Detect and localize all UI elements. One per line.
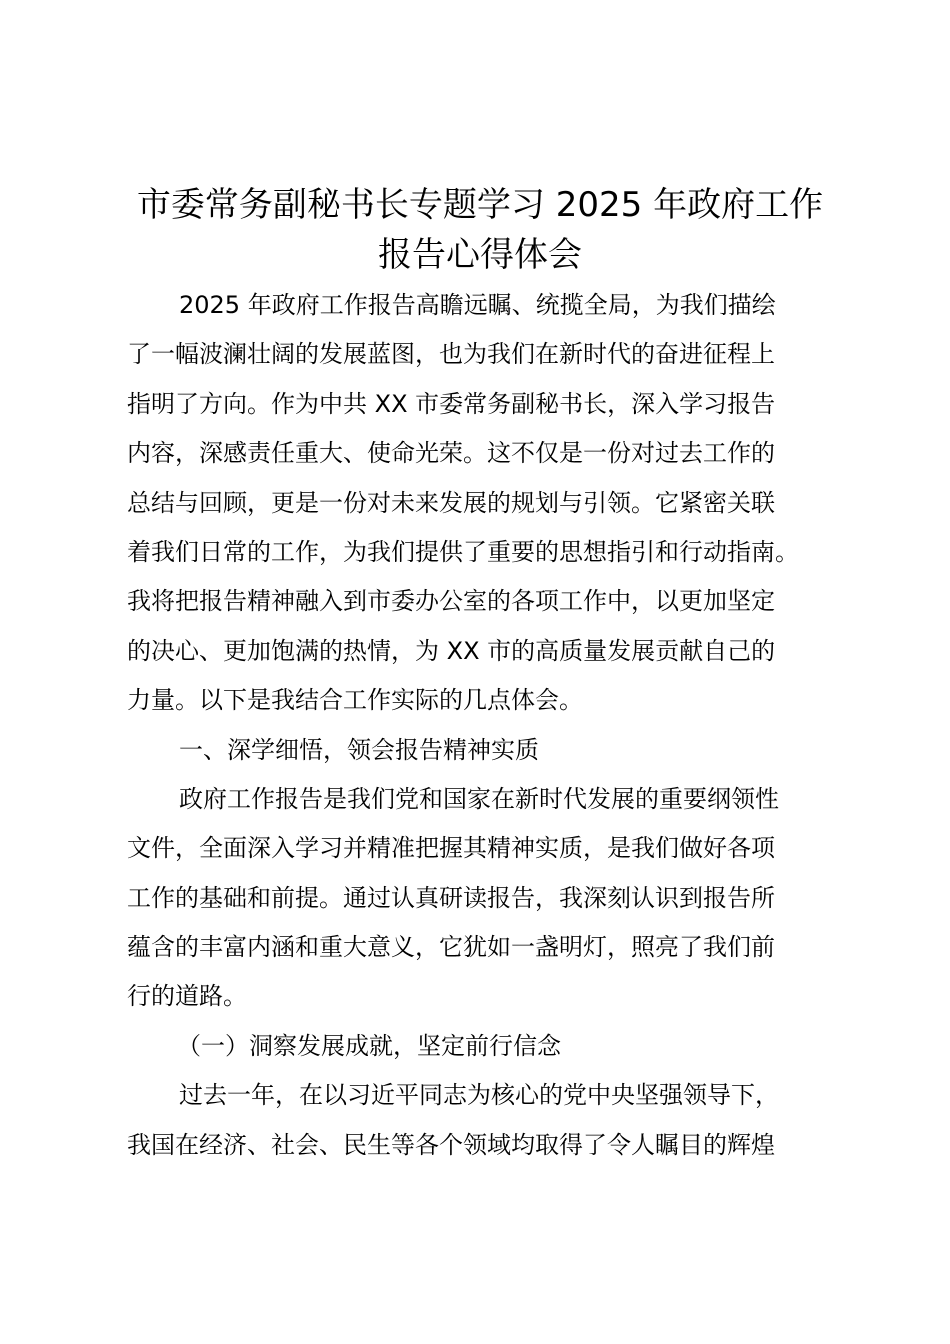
- body-line: 指明了方向。作为中共 XX 市委常务副秘书长，深入学习报告: [127, 389, 776, 418]
- body-line: 2025 年政府工作报告高瞻远瞩、统揽全局，为我们描绘: [179, 291, 776, 319]
- body-line: 过去一年，在以习近平同志为核心的党中央坚强领导下，: [179, 1081, 779, 1110]
- body-line: 工作的基础和前提。通过认真研读报告，我深刻认识到报告所: [127, 883, 775, 912]
- body-line: 我国在经济、社会、民生等各个领域均取得了令人瞩目的辉煌: [127, 1130, 775, 1159]
- body-line: 了一幅波澜壮阔的发展蓝图，也为我们在新时代的奋进征程上: [127, 340, 775, 369]
- body-line: 政府工作报告是我们党和国家在新时代发展的重要纲领性: [179, 784, 779, 813]
- document-title-line-1: 市委常务副秘书长专题学习 2025 年政府工作: [136, 185, 824, 225]
- body-line: 总结与回顾，更是一份对未来发展的规划与引领。它紧密关联: [127, 488, 775, 517]
- body-line: 文件，全面深入学习并精准把握其精神实质，是我们做好各项: [127, 834, 775, 863]
- section-heading-1: 一、深学细悟，领会报告精神实质: [179, 735, 539, 764]
- body-line: 行的道路。: [127, 982, 247, 1011]
- document-title-line-2: 报告心得体会: [378, 235, 582, 275]
- body-line: 内容，深感责任重大、使命光荣。这不仅是一份对过去工作的: [127, 439, 775, 468]
- body-line: 的决心、更加饱满的热情，为 XX 市的高质量发展贡献自己的: [127, 636, 776, 665]
- body-line: 力量。以下是我结合工作实际的几点体会。: [127, 686, 583, 715]
- body-line: 着我们日常的工作，为我们提供了重要的思想指引和行动指南。: [127, 537, 799, 566]
- subsection-heading-1: （一）洞察发展成就，坚定前行信念: [177, 1031, 561, 1060]
- body-line: 我将把报告精神融入到市委办公室的各项工作中，以更加坚定: [127, 587, 775, 616]
- body-line: 蕴含的丰富内涵和重大意义，它犹如一盏明灯，照亮了我们前: [127, 933, 775, 962]
- document-body: [127, 281, 847, 1170]
